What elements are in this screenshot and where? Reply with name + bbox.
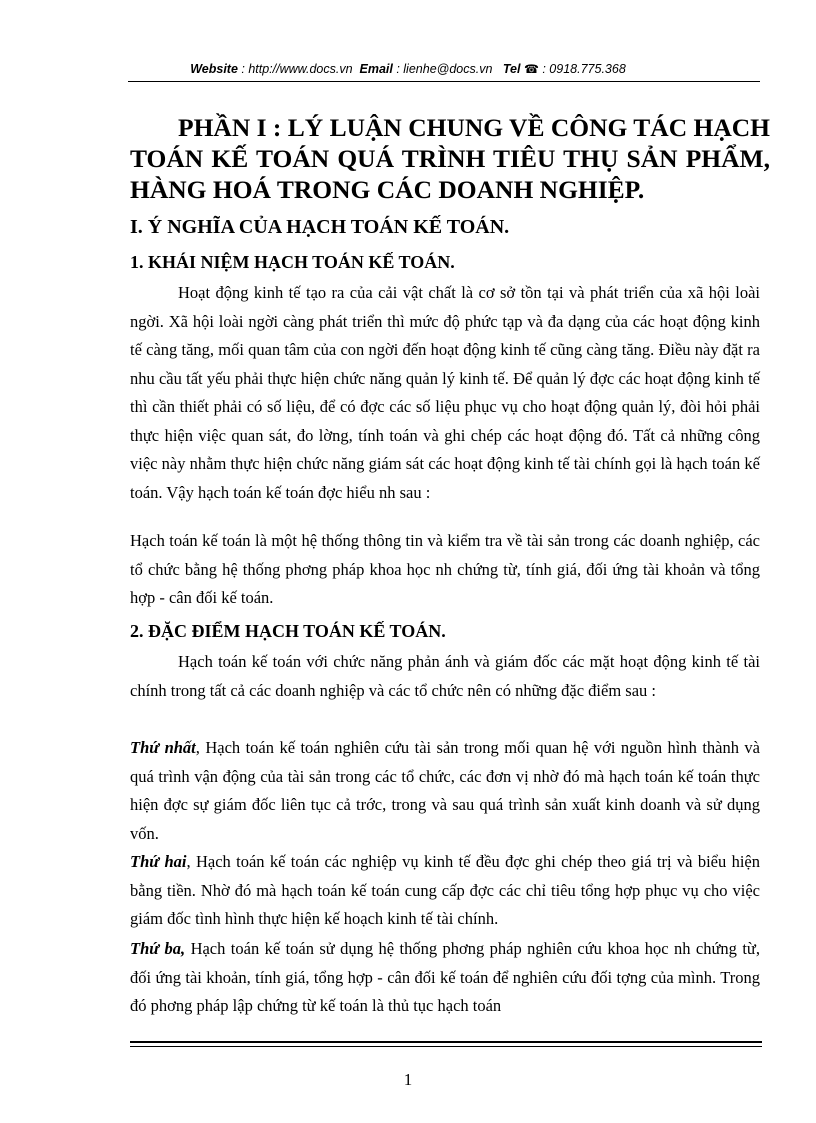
page-number: 1 [403,1070,413,1089]
paragraph-4-body: , Hạch toán kế toán nghiên cứu tài sản trong mối quan hệ với nguồn hình thành và quá trình vận động của tài sản trong các tổ chức, các đơn vị nhờ đó mà hạch toán kế toán thực hiện đợc sự giám đốc liên tục cả trớc, trong và sau quá trình sản xuất kinh doanh và sử dụng vốn. [130,738,761,843]
paragraph-2: Hạch toán kế toán là một hệ thống thông tin và kiểm tra về tài sản trong các doanh nghiệp, các tổ chức bằng hệ thống phơng pháp khoa học nh chứng từ, tính giá, đối ứng tài khoản và tổng hợp - cân đối kế toán. [130,531,760,607]
email-label: Email [359,62,393,76]
paragraph-3: Hạch toán kế toán với chức năng phản ánh và giám đốc các mặt hoạt động kinh tế tài chính trong tất cả các doanh nghiệp và các tổ chức nên có những đặc điểm sau : [130,652,760,700]
email-value: : lienhe@docs.vn [392,62,493,76]
phone-icon: ☎ [523,62,539,76]
paragraph-5-lead: Thứ hai [130,852,187,871]
paragraph-6-body: Hạch toán kế toán sử dụng hệ thống phơng pháp nghiên cứu khoa học nh chứng từ, đối ứng tài khoản, tính giá, tổng hợp - cân đối kế toán để nghiên cứu đối tợng của mình. Trong đó phơng pháp lập chứng từ kế toán là thủ tục hạch toán [130,939,760,1015]
paragraph-6 [130,935,760,1021]
section-heading-1: I. Ý NGHĨA CỦA HẠCH TOÁN KẾ TOÁN. [130,216,510,238]
subsection-heading-2: 2. ĐẶC ĐIỂM HẠCH TOÁN KẾ TOÁN. [130,621,446,641]
tel-value: : 0918.775.368 [538,62,626,76]
paragraph-5 [130,848,760,934]
paragraph-4-lead: Thứ nhất [130,738,196,757]
paragraph-6-lead: Thứ ba, [130,939,186,958]
paragraph-4 [130,734,760,848]
tel-label: Tel [502,62,521,76]
page-title: PHẦN I : LÝ LUẬN CHUNG VỀ CÔNG TÁC HẠCH TOÁN KẾ TOÁN QUÁ TRÌNH TIÊU THỤ SẢN PHẨM, HÀNG HOÁ TRONG CÁC DOANH NGHIỆP. [130,113,770,204]
website-value: : http://www.docs.vn [237,62,353,76]
paragraph-5-body: , Hạch toán kế toán các nghiệp vụ kinh tế đều đợc ghi chép theo giá trị và biểu hiện bằng tiền. Nhờ đó mà hạch toán kế toán cung cấp đợc các chỉ tiêu tổng hợp phục vụ cho việc giám đốc tình hình thực hiện kế hoạch kinh tế tài chính. [130,852,760,928]
website-label: Website [190,62,238,76]
page-header [0,62,816,76]
header-divider [128,81,760,82]
footer-divider [130,1041,762,1047]
subsection-heading-1: 1. KHÁI NIỆM HẠCH TOÁN KẾ TOÁN. [130,252,455,272]
paragraph-1: Hoạt động kinh tế tạo ra của cải vật chất là cơ sở tồn tại và phát triển của xã hội loài ngời. Xã hội loài ngời càng phát triển thì mức độ phức tạp và đa dạng của các hoạt động kinh tế càng tăng, mối quan tâm của con ngời đến hoạt động kinh tế cũng càng tăng. Điều này đặt ra nhu cầu tất yếu phải thực hiện chức năng quản lý kinh tế. Để quản lý đợc các hoạt động kinh tế thì cần thiết phải có số liệu, để có đợc các số liệu phục vụ cho hoạt động quản lý, đòi hỏi phải thực hiện việc quan sát, đo lờng, tính toán và ghi chép các hoạt động đó. Tất cả những công việc này nhằm thực hiện chức năng giám sát các hoạt động kinh tế tài chính gọi là hạch toán kế toán. Vậy hạch toán kế toán đợc hiểu nh sau : [130,283,760,502]
